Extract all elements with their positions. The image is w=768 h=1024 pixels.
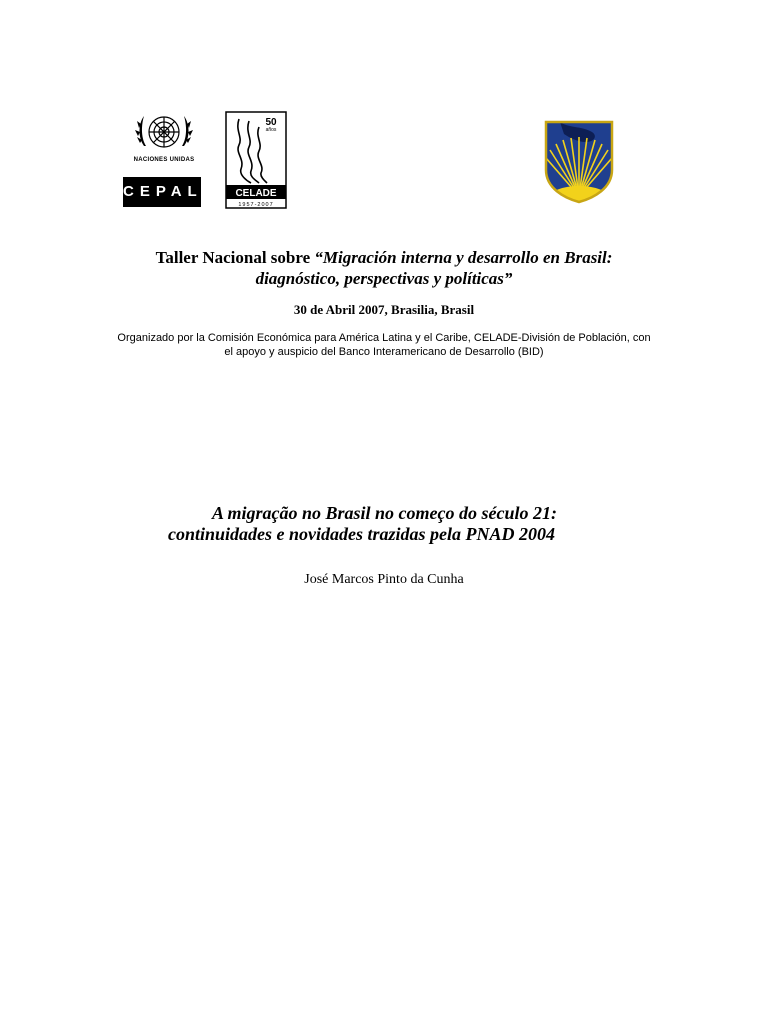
organizer-line2: el apoyo y auspicio del Banco Interamericano de Desarrollo (BID) xyxy=(224,346,544,358)
workshop-prefix: Taller Nacional sobre xyxy=(155,248,315,267)
paper-title-line2: continuidades e novidades trazidas pela PNAD 2004 xyxy=(168,524,556,544)
paper-title-line1: A migração no Brasil no começo do século 21: xyxy=(212,503,558,523)
celade-logo xyxy=(225,111,287,209)
celade-anniversary-sub: años xyxy=(265,127,277,133)
cepal-logo: CEPAL xyxy=(123,177,201,207)
event-date-place: 30 de Abril 2007, Brasilia, Brasil xyxy=(293,302,475,317)
un-caption: NACIONES UNIDAS xyxy=(133,157,195,163)
celade-name: CELADE xyxy=(235,188,277,199)
workshop-theme-line1: “Migración interna y desarrollo en Brasil: xyxy=(314,248,613,267)
celade-years: 1957-2007 xyxy=(238,202,274,208)
shield-globe-logo xyxy=(542,118,616,204)
organizer-note xyxy=(100,331,668,359)
workshop-title-line2 xyxy=(0,268,768,289)
celade-anniversary-number: 50 xyxy=(265,117,277,128)
workshop-title xyxy=(0,247,768,289)
paper-title xyxy=(160,503,620,545)
workshop-title-line1 xyxy=(0,247,768,268)
workshop-theme-line2: diagnóstico, perspectivas y políticas” xyxy=(255,269,513,288)
author-name: José Marcos Pinto da Cunha xyxy=(304,572,464,587)
organizer-line1: Organizado por la Comisión Económica para América Latina y el Caribe, CELADE-División de Población, con xyxy=(117,332,651,344)
